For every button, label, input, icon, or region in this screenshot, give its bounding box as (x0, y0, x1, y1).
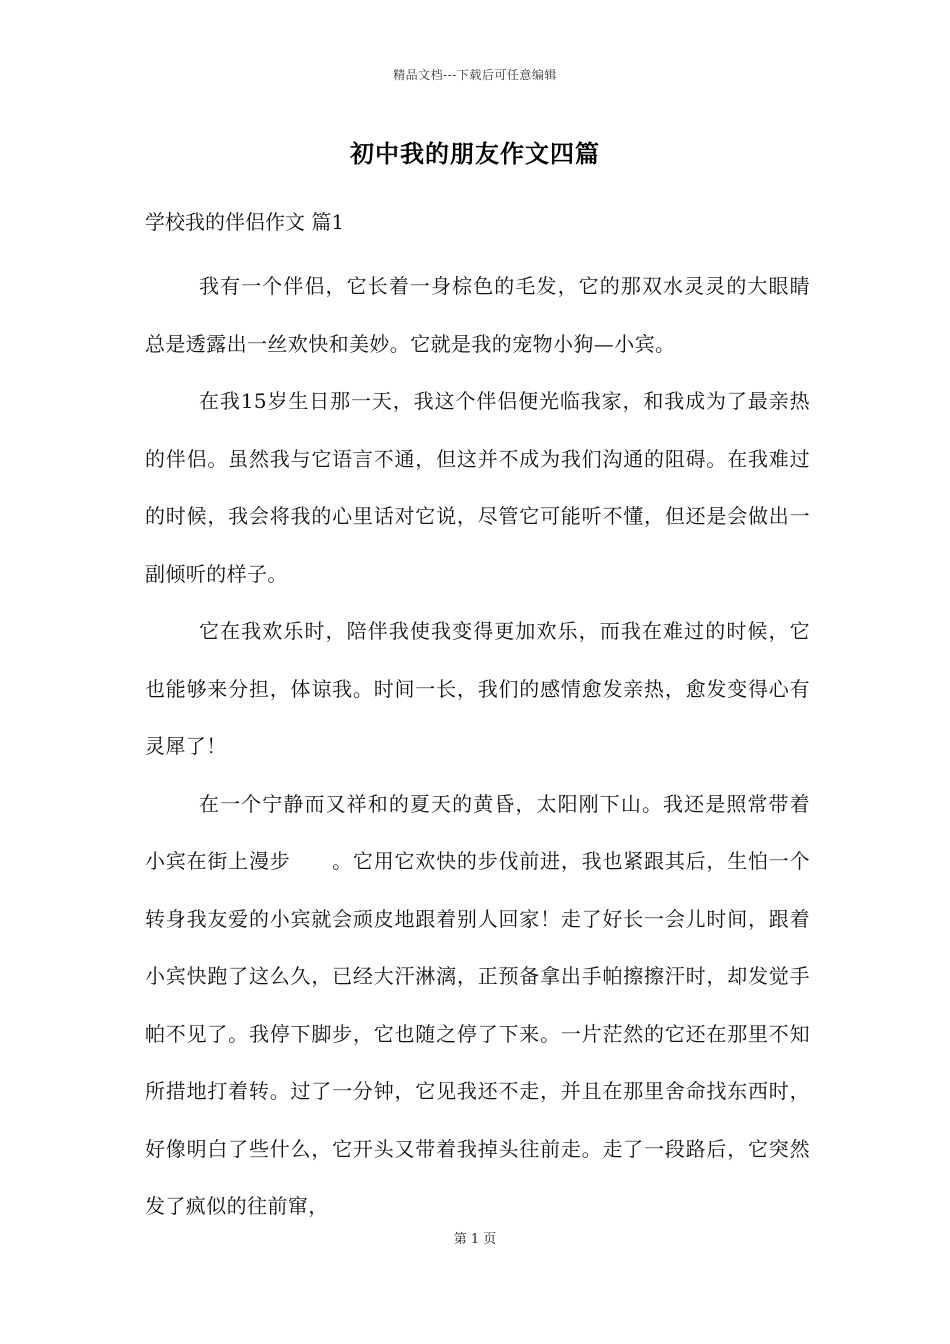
paragraph: 它在我欢乐时，陪伴我使我变得更加欢乐，而我在难过的时候，它也能够来分担，体谅我。时间一长，我们的感情愈发亲热，愈发变得心有灵犀了！ (145, 619, 810, 758)
paragraph: 在我15岁生日那一天，我这个伴侣便光临我家，和我成为了最亲热的伴侣。虽然我与它语言不通，但这并不成为我们沟通的阻碍。在我难过的时候，我会将我的心里话对它说，尽管它可能听不懂，但还是会做出一副倾听的样子。 (145, 389, 810, 586)
section-heading: 学校我的伴侣作文 篇1 (145, 210, 345, 234)
paragraph: 在一个宁静而又祥和的夏天的黄昏，太阳刚下山。我还是照常带着小宾在街上漫步 。它用它欢快的步伐前进，我也紧跟其后，生怕一个转身我友爱的小宾就会顽皮地跟着别人回家！走了好长一会儿时间，跟着小宾快跑了这么久，已经大汗淋漓，正预备拿出手帕擦擦汗时，却发觉手帕不见了。我停下脚步，它也随之停了下来。一片茫然的它还在那里不知所措地打着转。过了一分钟，它见我还不走，并且在那里舍命找东西时，好像明白了些什么，它开头又带着我掉头往前走。走了一段路后，它突然发了疯似的往前窜， (145, 791, 810, 1218)
document-title: 初中我的朋友作文四篇 (350, 139, 600, 168)
paragraph: 我有一个伴侣，它长着一身棕色的毛发，它的那双水灵灵的大眼睛总是透露出一丝欢快和美妙。它就是我的宠物小狗—小宾。 (145, 274, 810, 356)
page-number: 第 1 页 (453, 1232, 497, 1247)
header-watermark: 精品文档---下载后可任意编辑 (393, 68, 557, 82)
body-text (145, 258, 810, 1236)
